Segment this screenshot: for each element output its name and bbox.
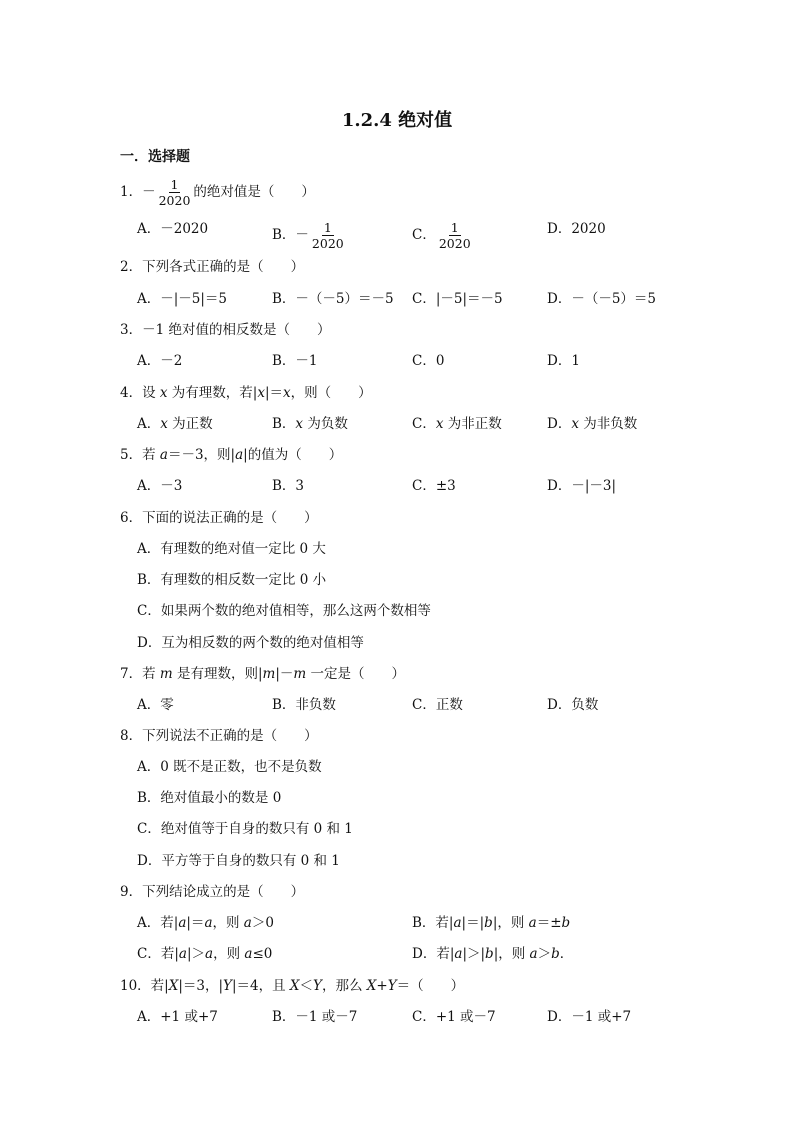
option-label: C． [412,227,436,243]
text-run: |＞ [186,946,206,962]
q9-option-c [137,945,272,963]
text-run: C．若| [137,946,179,962]
question-10 [120,977,464,995]
fraction-numerator: 1 [323,220,332,235]
q4-option-d [547,415,637,433]
text-run: B．若| [412,915,454,931]
variable: X [289,978,300,994]
variable: Y [223,978,232,994]
variable: a [454,946,463,962]
minus-sign: － [295,227,309,243]
q8-option-b: B．绝对值最小的数是 0 [137,790,282,806]
fraction-denominator: 2020 [438,236,471,251]
text-run: |的值为（ ） [243,447,343,463]
q6-option-c: C．如果两个数的绝对值相等，那么这两个数相等 [137,603,431,619]
text-run: |＞| [462,946,486,962]
text-run: 7．若 [120,666,160,682]
text-run: ＝± [536,915,562,931]
option-label: D． [547,416,572,432]
q2-option-d: D．－（－5）＝5 [547,291,657,307]
variable: x [435,416,444,432]
text-run: ＞ [537,946,552,962]
question-1 [120,177,315,208]
variable: a [243,915,252,931]
q9-option-a [137,914,274,932]
q1-option-b [272,220,347,251]
option-text: 为负数 [303,416,348,432]
question-number: 1． [120,184,143,200]
option-text: 为正数 [167,416,213,432]
fraction-numerator: 1 [170,177,179,192]
text-run: ，那么 [321,978,367,994]
section-heading: 一．选择题 [120,149,190,165]
q3-option-c: C．0 [412,353,445,369]
question-text: 的绝对值是（ ） [193,184,315,200]
fraction-denominator: 2020 [158,193,191,208]
q5-option-b: B．3 [272,478,305,494]
q2-option-b: B．－（－5）＝－5 [272,291,394,307]
variable: x [283,385,291,401]
variable: m [159,666,173,682]
variable: b [551,946,560,962]
q7-option-d: D．负数 [547,697,599,713]
q10-option-c: C．+1 或－7 [412,1009,496,1025]
q5-option-d: D．－|－3| [547,478,617,494]
text-run: 是有理数，则| [172,666,263,682]
text-run: |＝ [186,915,205,931]
question-8: 8．下列说法不正确的是（ ） [120,728,318,744]
variable: a [529,946,538,962]
q3-option-b: B．－1 [272,353,318,369]
text-run: ＝－3，则| [167,447,236,463]
variable: X [168,978,179,994]
fraction-numerator: 1 [450,220,459,235]
variable: m [293,666,307,682]
text-run: 4．设 [120,385,160,401]
q9-option-d [412,945,573,963]
text-run: ＝（ ） [396,978,465,994]
variable: Y [387,978,397,994]
option-text: 为非负数 [578,416,638,432]
variable: m [262,666,276,682]
q6-option-d: D．互为相反数的两个数的绝对值相等 [137,635,364,651]
q7-option-a: A．零 [137,697,174,713]
q3-option-d: D．1 [547,353,580,369]
text-run: ． [559,946,574,962]
question-9: 9．下列结论成立的是（ ） [120,884,305,900]
variable: x [159,385,168,401]
q4-option-c [412,415,502,433]
q1-option-c [412,220,474,251]
variable: a [244,946,253,962]
text-run: 10．若| [120,978,169,994]
variable: a [205,946,214,962]
text-run: 为有理数，若| [167,385,258,401]
text-run: 一定是（ ） [306,666,406,682]
variable: a [204,915,213,931]
option-text: 为非正数 [443,416,502,432]
q5-option-c: C．±3 [412,478,456,494]
fraction [310,220,346,251]
text-run: ，则 [213,946,245,962]
variable: x [257,385,265,401]
q10-option-b: B．－1 或－7 [272,1009,358,1025]
variable: b [561,915,571,931]
text-run: |＝4，且 [231,978,290,994]
text-run: A．若| [137,915,179,931]
text-run: |＝ [264,385,284,401]
fraction [157,177,193,208]
q1-option-a: A．－2020 [137,221,209,237]
text-run: ，则（ ） [290,385,372,401]
option-label: B． [272,416,296,432]
variable: a [528,915,537,931]
text-run: 5．若 [120,447,160,463]
variable: a [235,447,244,463]
text-run: |＝| [461,915,485,931]
q10-option-d: D．－1 或+7 [547,1009,632,1025]
option-label: C． [412,416,436,432]
text-run: ＜ [299,978,314,994]
question-2: 2．下列各式正确的是（ ） [120,259,305,275]
variable: a [178,946,187,962]
q5-option-a: A．－3 [137,478,183,494]
text-run: |－ [275,666,294,682]
page-title: 1.2.4 绝对值 [341,110,453,131]
text-run: |，则 [493,946,530,962]
variable: b [484,915,493,931]
fraction-denominator: 2020 [311,236,344,251]
text-run: |，则 [492,915,529,931]
q4-option-b [272,415,348,433]
variable: X [366,978,377,994]
text-run: ，则 [212,915,244,931]
q10-option-a: A．+1 或+7 [137,1009,218,1025]
variable: x [571,416,579,432]
variable: b [485,946,494,962]
text-run: ＞0 [251,915,274,931]
question-6: 6．下面的说法正确的是（ ） [120,510,318,526]
q6-option-b: B．有理数的相反数一定比 0 小 [137,572,327,588]
q4-option-a [137,415,213,433]
q2-option-a: A．－|－5|＝5 [137,291,228,307]
variable: x [295,416,304,432]
variable: a [159,447,168,463]
q9-option-b [412,914,570,932]
question-7 [120,665,405,683]
variable: a [178,915,187,931]
q1-option-d: D．2020 [547,221,606,237]
text-run: D．若| [412,946,455,962]
question-5 [120,446,342,464]
text-run: |＝3，| [178,978,224,994]
variable: a [453,915,462,931]
q6-option-a: A．有理数的绝对值一定比 0 大 [137,541,326,557]
fraction [437,220,473,251]
text-run: ≤0 [252,946,273,962]
q3-option-a: A．－2 [137,353,183,369]
variable: Y [313,978,322,994]
q8-option-d: D．平方等于自身的数只有 0 和 1 [137,853,340,869]
q8-option-c: C．绝对值等于自身的数只有 0 和 1 [137,821,353,837]
question-4 [120,384,372,402]
variable: x [160,416,168,432]
q8-option-a: A．0 既不是正数，也不是负数 [137,759,322,775]
q7-option-c: C．正数 [412,697,463,713]
q2-option-c: C．|－5|＝－5 [412,291,503,307]
minus-sign: － [142,184,156,200]
question-3: 3．－1 绝对值的相反数是（ ） [120,322,331,338]
option-label: A． [137,416,161,432]
option-label: B． [272,227,296,243]
text-run: + [376,978,388,994]
q7-option-b: B．非负数 [272,697,336,713]
